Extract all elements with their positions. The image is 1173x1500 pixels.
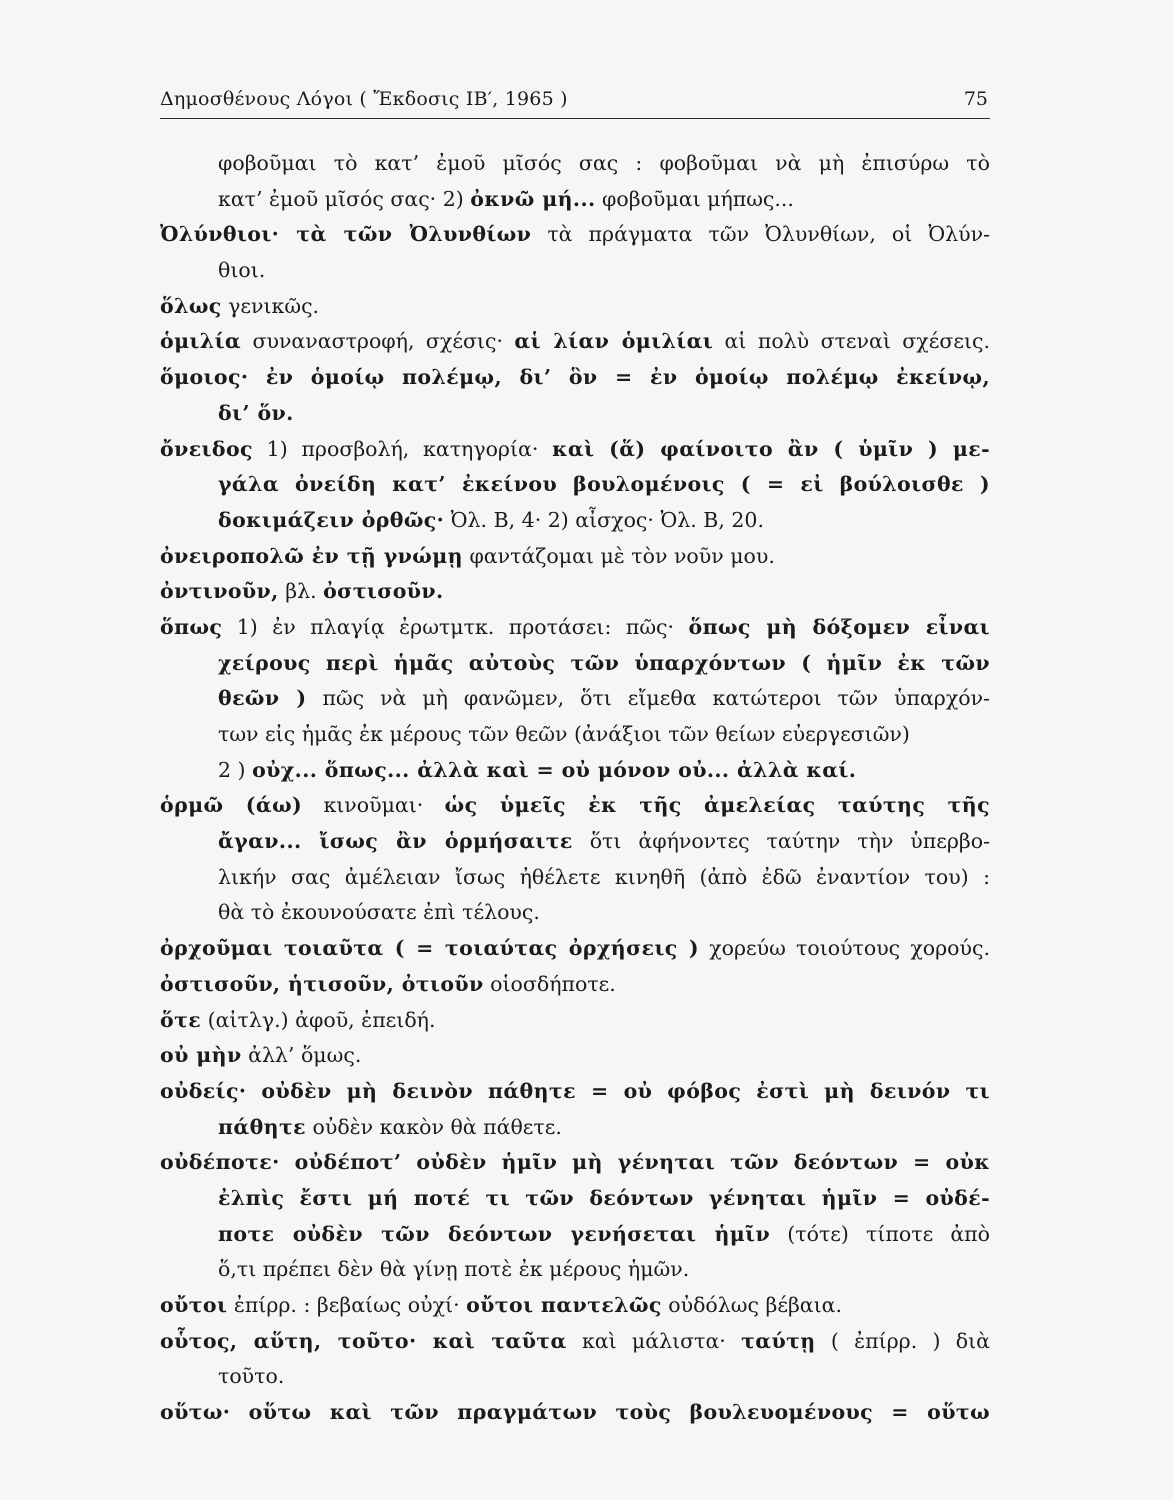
headword-text: θεῶν ) bbox=[218, 686, 307, 711]
gloss-text: λικήν σας ἀμέλειαν ἴσως ἠθέλετε κινηθῆ (ἀπὸ ἐδῶ ἐναντίον του) : bbox=[218, 864, 990, 889]
gloss-text: (τότε) τίποτε ἀπὸ bbox=[770, 1221, 990, 1246]
headword-text: ὄνειδος bbox=[160, 436, 253, 461]
text-line bbox=[160, 1145, 990, 1181]
text-line bbox=[160, 146, 990, 182]
gloss-text: κινοῦμαι· bbox=[302, 793, 445, 818]
gloss-text: βλ. bbox=[278, 579, 324, 604]
text-line bbox=[160, 1003, 990, 1039]
text-line bbox=[160, 717, 990, 753]
gloss-text: (αἰτλγ.) ἀφοῦ, ἐπειδή. bbox=[201, 1007, 436, 1032]
text-line bbox=[160, 289, 990, 325]
headword-text: οὐχ... ὅπως... ἀλλὰ καὶ = οὐ μόνον οὐ... ἀλλὰ καί. bbox=[252, 757, 857, 782]
text-line bbox=[160, 1395, 990, 1431]
text-line bbox=[160, 324, 990, 360]
gloss-text: συναναστροφή, σχέσις· bbox=[241, 329, 515, 354]
headword-text: χείρους περὶ ἡμᾶς αὐτοὺς τῶν ὑπαρχόντων ( ἡμῖν ἐκ τῶν bbox=[218, 650, 990, 675]
text-line bbox=[160, 681, 990, 717]
text-line bbox=[160, 217, 990, 253]
gloss-text: οὐδὲν κακὸν θὰ πάθετε. bbox=[306, 1114, 562, 1139]
headword-text: ταύτῃ bbox=[741, 1328, 816, 1353]
headword-text: γάλα ὀνείδη κατ’ ἐκείνου βουλομένοις ( = εἰ βούλοισθε ) bbox=[218, 472, 990, 497]
headword-text: ὀρχοῦμαι τοιαῦτα ( = τοιαύτας ὀρχήσεις ) bbox=[160, 936, 699, 961]
text-line bbox=[160, 1074, 990, 1110]
gloss-text: ὅ,τι πρέπει δὲν θὰ γίνῃ ποτὲ ἐκ μέρους ἡμῶν. bbox=[218, 1257, 690, 1282]
text-line bbox=[160, 360, 990, 396]
headword-text: οὕτω· οὕτω καὶ τῶν πραγμάτων τοὺς βουλευομένους = οὕτω bbox=[160, 1400, 990, 1425]
gloss-text: γενικῶς. bbox=[221, 293, 320, 318]
headword-text: οὗτος, αὕτη, τοῦτο· καὶ ταῦτα bbox=[160, 1328, 567, 1353]
text-line bbox=[160, 1038, 990, 1074]
page-number: 75 bbox=[963, 88, 988, 110]
gloss-text: Ὀλ. Β, 4· 2) αἶσχος· Ὀλ. Β, 20. bbox=[444, 507, 764, 532]
text-line bbox=[160, 788, 990, 824]
headword-text: οὐδέποτε· οὐδέποτ’ οὐδὲν ἡμῖν μὴ γένηται τῶν δεόντων = οὐκ bbox=[160, 1150, 990, 1175]
gloss-text: φοβοῦμαι μήπως... bbox=[595, 186, 794, 211]
gloss-text: ἀλλ’ ὅμως. bbox=[241, 1043, 362, 1068]
text-line bbox=[160, 860, 990, 896]
running-title: Δημοσθένους Λόγοι ( Ἔκδοσις ΙΒ′, 1965 ) bbox=[160, 88, 568, 110]
text-line bbox=[160, 432, 990, 468]
text-line bbox=[160, 539, 990, 575]
headword-text: Ὀλύνθιοι· τὰ τῶν Ὀλυνθίων bbox=[160, 222, 532, 247]
gloss-text: θιοι. bbox=[218, 258, 266, 283]
headword-text: οὐ μὴν bbox=[160, 1043, 242, 1068]
text-line bbox=[160, 1288, 990, 1324]
headword-text: ἄγαν... ἴσως ἂν ὁρμήσαιτε bbox=[218, 829, 573, 854]
headword-text: ὅτε bbox=[160, 1007, 202, 1032]
page-header bbox=[160, 84, 990, 119]
gloss-text: τὰ πράγματα τῶν Ὀλυνθίων, οἱ Ὀλύν- bbox=[531, 222, 990, 247]
text-line bbox=[160, 753, 990, 789]
headword-text: οὐδείς· οὐδὲν μὴ δεινὸν πάθητε = οὐ φόβος ἐστὶ μὴ δεινόν τι bbox=[160, 1078, 990, 1103]
text-line bbox=[160, 574, 990, 610]
headword-text: αἱ λίαν ὁμιλίαι bbox=[514, 329, 714, 354]
text-line bbox=[160, 1252, 990, 1288]
text-line bbox=[160, 1110, 990, 1146]
gloss-text: οἱοσδήποτε. bbox=[483, 971, 616, 996]
gloss-text: χορεύω τοιούτους χορούς. bbox=[698, 936, 990, 961]
text-line bbox=[160, 1217, 990, 1253]
gloss-text: των εἰς ἡμᾶς ἐκ μέρους τῶν θεῶν (ἀνάξιοι τῶν θείων εὐεργεσιῶν) bbox=[218, 722, 910, 746]
text-line bbox=[160, 253, 990, 289]
gloss-text: φαντάζομαι μὲ τὸν νοῦν μου. bbox=[462, 543, 775, 568]
text-line bbox=[160, 967, 990, 1003]
gloss-text: 1) ἐν πλαγίᾳ ἐρωτμτκ. προτάσει: πῶς· bbox=[222, 614, 689, 639]
text-line bbox=[160, 1359, 990, 1395]
gloss-text: ( ἐπίρρ. ) διὰ bbox=[815, 1328, 990, 1353]
headword-text: ὀστισοῦν. bbox=[323, 579, 444, 604]
headword-text: πάθητε bbox=[218, 1114, 307, 1139]
headword-text: ὁρμῶ (άω) bbox=[160, 793, 303, 818]
text-line bbox=[160, 467, 990, 503]
gloss-text: 1) προσβολή, κατηγορία· bbox=[252, 436, 553, 461]
text-line bbox=[160, 824, 990, 860]
text-line bbox=[160, 1181, 990, 1217]
gloss-text: ὅτι ἀφήνοντες ταύτην τὴν ὑπερβο- bbox=[572, 829, 990, 854]
headword-text: δι’ ὅν. bbox=[218, 400, 294, 425]
text-line bbox=[160, 610, 990, 646]
text-line bbox=[160, 646, 990, 682]
text-line bbox=[160, 1324, 990, 1360]
text-line bbox=[160, 503, 990, 539]
headword-text: ὁμιλία bbox=[160, 329, 242, 354]
headword-text: ποτε οὐδὲν τῶν δεόντων γενήσεται ἡμῖν bbox=[218, 1221, 771, 1246]
headword-text: ἐλπὶς ἔστι μή ποτέ τι τῶν δεόντων γένηται ἡμῖν = οὐδέ- bbox=[218, 1185, 990, 1210]
text-line bbox=[160, 182, 990, 218]
gloss-text: φοβοῦμαι τὸ κατ’ ἐμοῦ μῖσός σας : φοβοῦμαι νὰ μὴ ἐπισύρω τὸ bbox=[218, 151, 990, 175]
headword-text: ὀκνῶ μή... bbox=[470, 186, 596, 211]
gloss-text: θὰ τὸ ἐκουνούσατε ἐπὶ τέλους. bbox=[218, 900, 540, 925]
gloss-text: 2 ) bbox=[218, 757, 253, 782]
gloss-text: οὐδόλως βέβαια. bbox=[661, 1293, 843, 1317]
headword-text: ὅμοιος· ἐν ὁμοίῳ πολέμῳ, δι’ ὃν = ἐν ὁμοίῳ πολέμῳ ἐκείνῳ, bbox=[160, 365, 990, 390]
gloss-text: πῶς νὰ μὴ φανῶμεν, ὅτι εἴμεθα κατώτεροι τῶν ὑπαρχόν- bbox=[306, 686, 990, 711]
text-line bbox=[160, 931, 990, 967]
gloss-text: αἱ πολὺ στεναὶ σχέσεις. bbox=[713, 329, 990, 354]
gloss-text: ἐπίρρ. : βεβαίως οὐχί· bbox=[227, 1293, 467, 1317]
headword-text: ὅπως μὴ δόξομεν εἶναι bbox=[688, 614, 990, 639]
text-line bbox=[160, 895, 990, 931]
headword-text: ὡς ὑμεῖς ἐκ τῆς ἀμελείας ταύτης τῆς bbox=[444, 793, 990, 818]
headword-text: ὀνειροπολῶ ἐν τῇ γνώμῃ bbox=[160, 543, 463, 568]
text-line bbox=[160, 396, 990, 432]
headword-text: ὅπως bbox=[160, 614, 223, 639]
headword-text: οὔτοι bbox=[160, 1293, 228, 1317]
headword-text: ὅλως bbox=[160, 293, 222, 318]
headword-text: ὀστισοῦν, ἡτισοῦν, ὀτιοῦν bbox=[160, 971, 484, 996]
gloss-text: καὶ μάλιστα· bbox=[566, 1328, 742, 1353]
glossary-entries bbox=[160, 146, 990, 1431]
headword-text: δοκιμάζειν ὀρθῶς· bbox=[218, 507, 445, 532]
headword-text: οὔτοι παντελῶς bbox=[466, 1293, 662, 1317]
headword-text: ὀντινοῦν, bbox=[160, 579, 279, 604]
gloss-text: κατ’ ἐμοῦ μῖσός σας· 2) bbox=[218, 186, 471, 211]
gloss-text: τοῦτο. bbox=[218, 1364, 285, 1389]
headword-text: καὶ (ἅ) φαίνοιτο ἂν ( ὑμῖν ) με- bbox=[552, 436, 991, 461]
